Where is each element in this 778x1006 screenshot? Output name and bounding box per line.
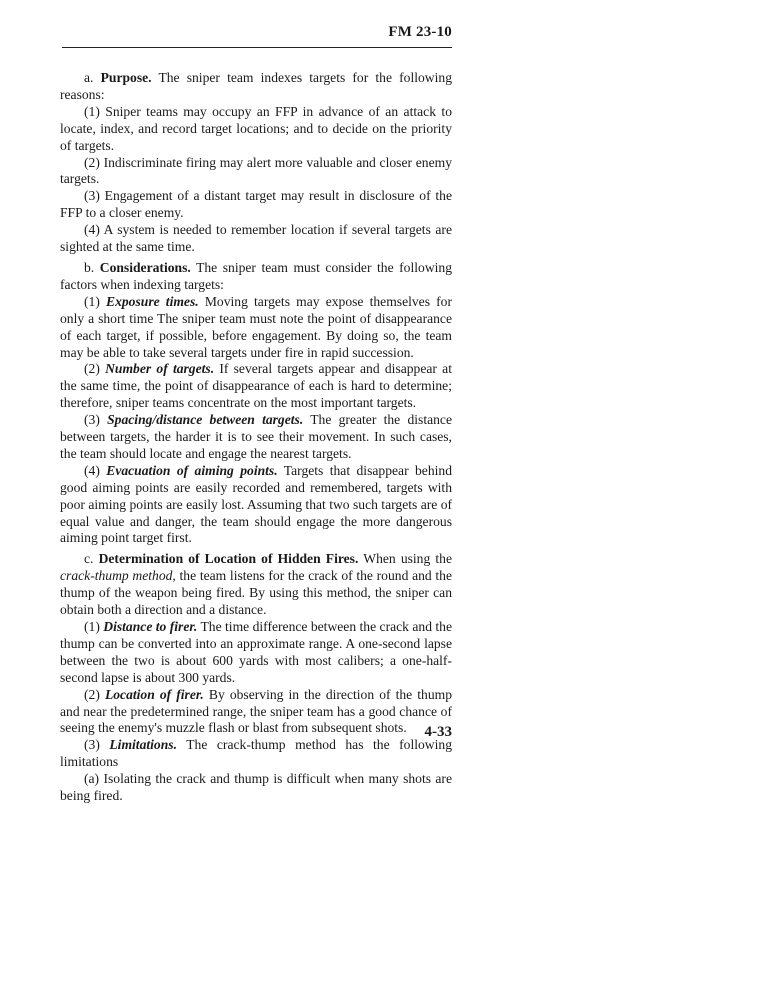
list-item: (1) Sniper teams may occupy an FFP in advance of an attack to locate, index, and record target locations; and to decide on the priority of targets. (60, 103, 452, 153)
section-title: Determination of Location of Hidden Fires. (98, 551, 359, 567)
list-item (60, 294, 452, 362)
item-text: The time difference between the crack and the thump can be converted into an approximate range. A one-second lapse between the two is about 600 yards with most calibers; a one-half-second lapse is about 300 yards. (60, 619, 453, 685)
section-c-intro (60, 551, 452, 619)
list-item: (2) Indiscriminate firing may alert more valuable and closer enemy targets. (60, 154, 452, 187)
section-marker: b. (84, 259, 95, 275)
list-item (60, 463, 452, 548)
page-number: 4-33 (424, 724, 452, 740)
list-item: (a) Isolating the crack and thump is difficult when many shots are being fired. (60, 771, 452, 804)
page-header (62, 24, 452, 48)
section-marker: c. (84, 551, 94, 567)
section-b-intro (60, 260, 452, 294)
list-item (60, 361, 452, 412)
section-title: Considerations. (99, 259, 191, 275)
section-intro-term: crack-thump method, (60, 568, 176, 584)
section-title: Purpose. (100, 70, 152, 85)
section-intro-text: the team listens for the crack of the round and the thump of the weapon being fired. By using this method, the sniper can obtain both a direction and a distance. (60, 568, 452, 618)
section-intro-text: The sniper team indexes targets for the following reasons: (60, 70, 452, 102)
item-text: If several targets appear and disappear at the same time, the point of disappearance of each is hard to determine; therefore, sniper teams concentrate on the most important targets. (60, 361, 452, 411)
list-item (60, 412, 452, 463)
item-number: (4) (84, 462, 100, 478)
list-item (60, 619, 452, 687)
item-text: The crack-thump method has the following limitations (60, 737, 452, 770)
list-item (60, 737, 452, 771)
list-item: (4) A system is needed to remember location if several targets are sighted at the same time. (60, 222, 452, 255)
page-body (60, 70, 452, 805)
item-number: (3) (84, 737, 100, 753)
item-term: Location of firer. (104, 686, 204, 702)
item-text: By observing in the direction of the thump and near the predetermined range, the sniper team has a good chance of seeing the enemy's muzzle flash or blast from subsequent shots. (60, 686, 453, 736)
item-term: Distance to firer. (103, 619, 198, 634)
item-number: (1) (84, 293, 100, 309)
document-id: FM 23-10 (388, 24, 452, 40)
item-term: Number of targets. (105, 361, 215, 377)
section-marker: a. (84, 70, 94, 85)
item-text: Targets that disappear behind good aiming points are easily recorded and remembered, targets with poor aiming points are easily lost. Assuming that two such targets are of equal value and danger, the team should engage the more dangerous aiming point target first. (60, 462, 453, 546)
item-text: Moving targets may expose themselves for only a short time The sniper team must note the point of disappearance of each target, if possible, before engagement. By doing so, the team may be able to take several targets under fire in rapid succession. (60, 293, 452, 360)
item-number: (3) (84, 412, 100, 428)
item-term: Exposure times. (106, 293, 199, 309)
item-number: (2) (84, 361, 100, 377)
item-term: Evacuation of aiming points. (106, 462, 278, 478)
item-number: (2) (84, 686, 100, 702)
item-number: (1) (84, 619, 100, 634)
list-item: (3) Engagement of a distant target may result in disclosure of the FFP to a closer enemy. (60, 188, 452, 221)
section-intro-text: When using the (363, 551, 453, 567)
section-intro-text: The sniper team must consider the following factors when indexing targets: (60, 259, 453, 292)
item-text: The greater the distance between targets, the harder it is to see their movement. In such cases, the team should locate and engage the nearest targets. (60, 412, 453, 461)
section-a-intro (60, 70, 452, 104)
item-term: Limitations. (109, 737, 177, 753)
item-term: Spacing/distance between targets. (107, 412, 304, 428)
